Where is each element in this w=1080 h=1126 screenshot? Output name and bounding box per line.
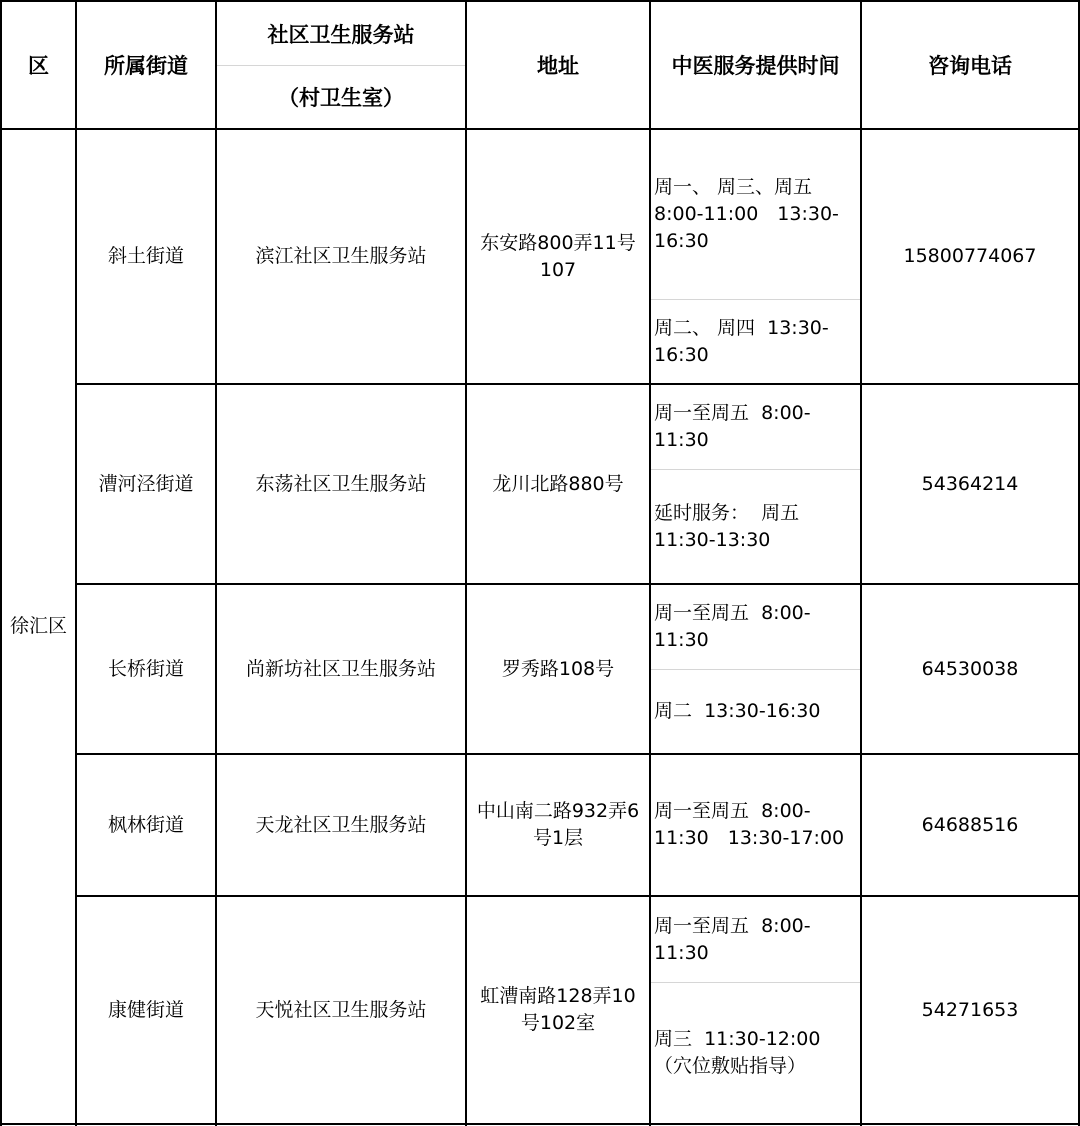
row5-time-2: 周三 11:30-12:00（穴位敷贴指导） <box>654 1028 821 1077</box>
row1-phone: 15800774067 <box>903 245 1037 267</box>
row3-phone: 64530038 <box>921 657 1019 680</box>
row2-time-2: 延时服务： 周五 11:30-13:30 <box>654 501 806 551</box>
row2-phone: 54364214 <box>921 472 1019 495</box>
header-station-line1: 社区卫生服务站 <box>267 22 415 47</box>
row2-address: 龙川北路880号 <box>492 472 624 495</box>
header-phone: 咨询电话 <box>928 54 1012 78</box>
row5-time-1: 周一至周五 8:00-11:30 <box>654 914 811 964</box>
row5-address: 虹漕南路128弄10号102室 <box>480 985 636 1034</box>
header-station-line2: （村卫生室） <box>278 86 404 110</box>
header-service-time: 中医服务提供时间 <box>671 54 840 78</box>
border-bottom <box>0 1123 1080 1125</box>
row3-time-1: 周一至周五 8:00-11:30 <box>654 602 811 651</box>
row3-address: 罗秀路108号 <box>501 657 615 680</box>
row5-street: 康健街道 <box>107 998 184 1021</box>
row1-address: 东安路800弄11号107 <box>480 231 636 281</box>
row3-station: 尚新坊社区卫生服务站 <box>245 657 436 680</box>
row5-station: 天悦社区卫生服务站 <box>255 998 427 1021</box>
row1-time-1: 周一、 周三、周五 8:00-11:00 13:30-16:30 <box>654 176 839 252</box>
row4-address: 中山南二路932弄6号1层 <box>476 800 640 849</box>
row3-street: 长桥街道 <box>107 657 184 680</box>
row4-street: 枫林街道 <box>107 813 184 836</box>
row5-phone: 54271653 <box>921 998 1019 1021</box>
header-address: 地址 <box>537 54 579 78</box>
district-name: 徐汇区 <box>9 615 67 637</box>
row1-station: 滨江社区卫生服务站 <box>255 245 427 267</box>
row4-station: 天龙社区卫生服务站 <box>255 813 427 836</box>
row2-time-1: 周一至周五 8:00-11:30 <box>654 402 811 451</box>
header-district: 区 <box>28 54 49 78</box>
row4-time-1: 周一至周五 8:00-11:30 13:30-17:00 <box>654 800 845 849</box>
row1-time-2: 周二、 周四 13:30-16:30 <box>654 316 829 366</box>
row3-time-2: 周二 13:30-16:30 <box>654 700 821 722</box>
row2-street: 漕河泾街道 <box>98 472 194 495</box>
row2-station: 东荡社区卫生服务站 <box>255 472 427 495</box>
header-street: 所属街道 <box>104 54 188 78</box>
row4-phone: 64688516 <box>921 813 1019 836</box>
row1-street: 斜土街道 <box>107 245 184 267</box>
